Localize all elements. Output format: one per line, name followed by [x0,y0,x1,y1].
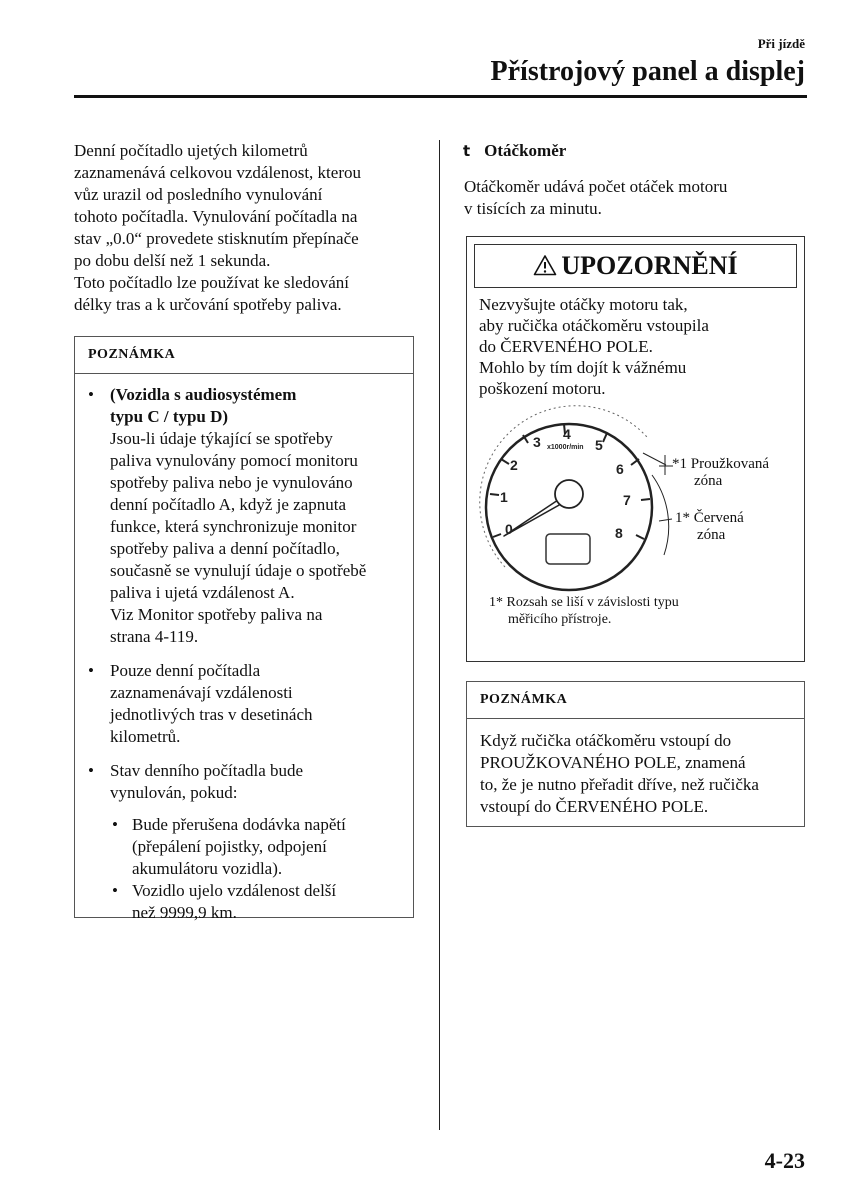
tachometer-description [464,176,794,220]
note-heading: POZNÁMKA [75,337,413,374]
note-line: Pouze denní počítadla [110,661,261,680]
paragraph-line: po dobu delší než 1 sekunda. [74,251,271,270]
warning-box [466,236,805,662]
sub-item-power [112,814,399,880]
description-line: v tisících za minutu. [464,199,602,218]
bold-line: typu C / typu D) [110,407,229,426]
warning-line: aby ručička otáčkoměru vstoupila [479,316,709,335]
warning-line: Nezvyšujte otáčky motoru tak, [479,295,688,314]
note-line: Jsou-li údaje týkající se spotřeby [110,429,333,448]
gauge-footnote [489,594,679,628]
note-line: než 9999,9 km. [132,903,237,922]
note-line: to, že je nutno přeřadit dříve, než ručička [480,775,759,794]
note-line: Stav denního počítadla bude [110,761,304,780]
striped-zone-callout [672,456,769,490]
note-line: Viz Monitor spotřeby paliva na [110,605,323,624]
note-line: Bude přerušena dodávka napětí [132,815,346,834]
header-rule [74,95,807,98]
heading-marker-icon: t [463,142,471,160]
note-line: současně se vynulují údaje o spotřebě [110,561,367,580]
note-line: akumulátoru vozidla). [132,859,283,878]
bullet-icon: • [88,761,94,780]
paragraph-line: délky tras a k určování spotřeby paliva. [74,295,342,314]
sub-item-distance [112,880,399,924]
bullet-icon: • [88,661,94,680]
note-box-left [74,336,414,922]
note-line: (přepálení pojistky, odpojení [132,837,327,856]
sub-bullet-icon: • [112,815,118,834]
paragraph-line: tohoto počítadla. Vynulování počítadla na [74,207,358,226]
note-line: PROUŽKOVANÉHO POLE, znamená [480,753,746,772]
note-line: Vozidlo ujelo vzdálenost delší [132,881,337,900]
note-line: vstoupí do ČERVENÉHO POLE. [480,797,709,816]
note-line: strana 4-119. [110,627,199,646]
note-box-right [466,681,805,827]
page-title: Přístrojový panel a displej [490,56,805,87]
note-line: funkce, která synchronizuje monitor [110,517,357,536]
note-line: zaznamenávají vzdálenosti [110,683,293,702]
callout-line: 1* Červená [675,510,744,526]
warning-line: Mohlo by tím dojít k vážnému [479,358,687,377]
callout-line: *1 Proužkovaná [672,456,770,472]
footnote-line: měřicího přístroje. [508,612,612,627]
callout-line: zóna [694,473,723,489]
tachometer-heading [463,141,566,161]
running-header-section: Při jízdě [757,36,805,51]
sub-list [110,814,399,924]
note-line: paliva vynulovány pomocí monitoru [110,451,358,470]
gauge-number-7: 7 [623,492,631,508]
warning-line: poškození motoru. [479,379,606,398]
trip-meter-paragraph [74,140,419,316]
gauge-number-4: 4 [563,426,571,442]
note-body [75,374,413,924]
note-line: spotřeby paliva nebo je vynulováno [110,473,353,492]
note-bullet-reset [88,760,399,924]
note-line: denní počítadlo A, když je zapnuta [110,495,347,514]
note-heading: POZNÁMKA [467,682,804,719]
gauge-number-3: 3 [533,434,541,450]
note-line: jednotlivých tras v desetinách [110,705,313,724]
paragraph-line: zaznamenává celkovou vzdálenost, kterou [74,163,361,182]
warning-line: do ČERVENÉHO POLE. [479,337,653,356]
callout-line: zóna [697,527,726,543]
footnote-line: 1* Rozsah se liší v závislosti typu [489,595,679,610]
gauge-number-8: 8 [615,525,623,541]
gauge-number-2: 2 [510,457,518,473]
page-number: 4-23 [764,1148,805,1173]
note-line: Když ručička otáčkoměru vstoupí do [480,731,732,750]
column-divider [439,140,440,1130]
paragraph-line: vůz urazil od posledního vynulování [74,185,323,204]
paragraph-line: Denní počítadlo ujetých kilometrů [74,141,308,160]
red-zone-callout [675,510,744,544]
note-bullet-audio [88,384,399,648]
gauge-number-5: 5 [595,437,603,453]
paragraph-line: Toto počítadlo lze používat ke sledování [74,273,349,292]
description-line: Otáčkoměr udává počet otáček motoru [464,177,728,196]
note-line: spotřeby paliva a denní počítadlo, [110,539,340,558]
warning-title-text: UPOZORNĚNÍ [561,251,738,280]
bold-line: (Vozidla s audiosystémem [110,385,297,404]
note-bullet-decimals [88,660,399,748]
gauge-number-1: 1 [500,489,508,505]
paragraph-line: stav „0.0“ provedete stisknutím přepínače [74,229,359,248]
sub-bullet-icon: • [112,881,118,900]
gauge-number-0: 0 [505,521,513,537]
bullet-icon: • [88,385,94,404]
heading-text: Otáčkoměr [484,141,567,160]
gauge-number-6: 6 [616,461,624,477]
note-body [467,719,804,818]
note-line: paliva i ujetá vzdálenost A. [110,583,295,602]
note-line: vynulován, pokud: [110,783,238,802]
note-line: kilometrů. [110,727,181,746]
gauge-unit: x1000r/min [547,444,584,451]
